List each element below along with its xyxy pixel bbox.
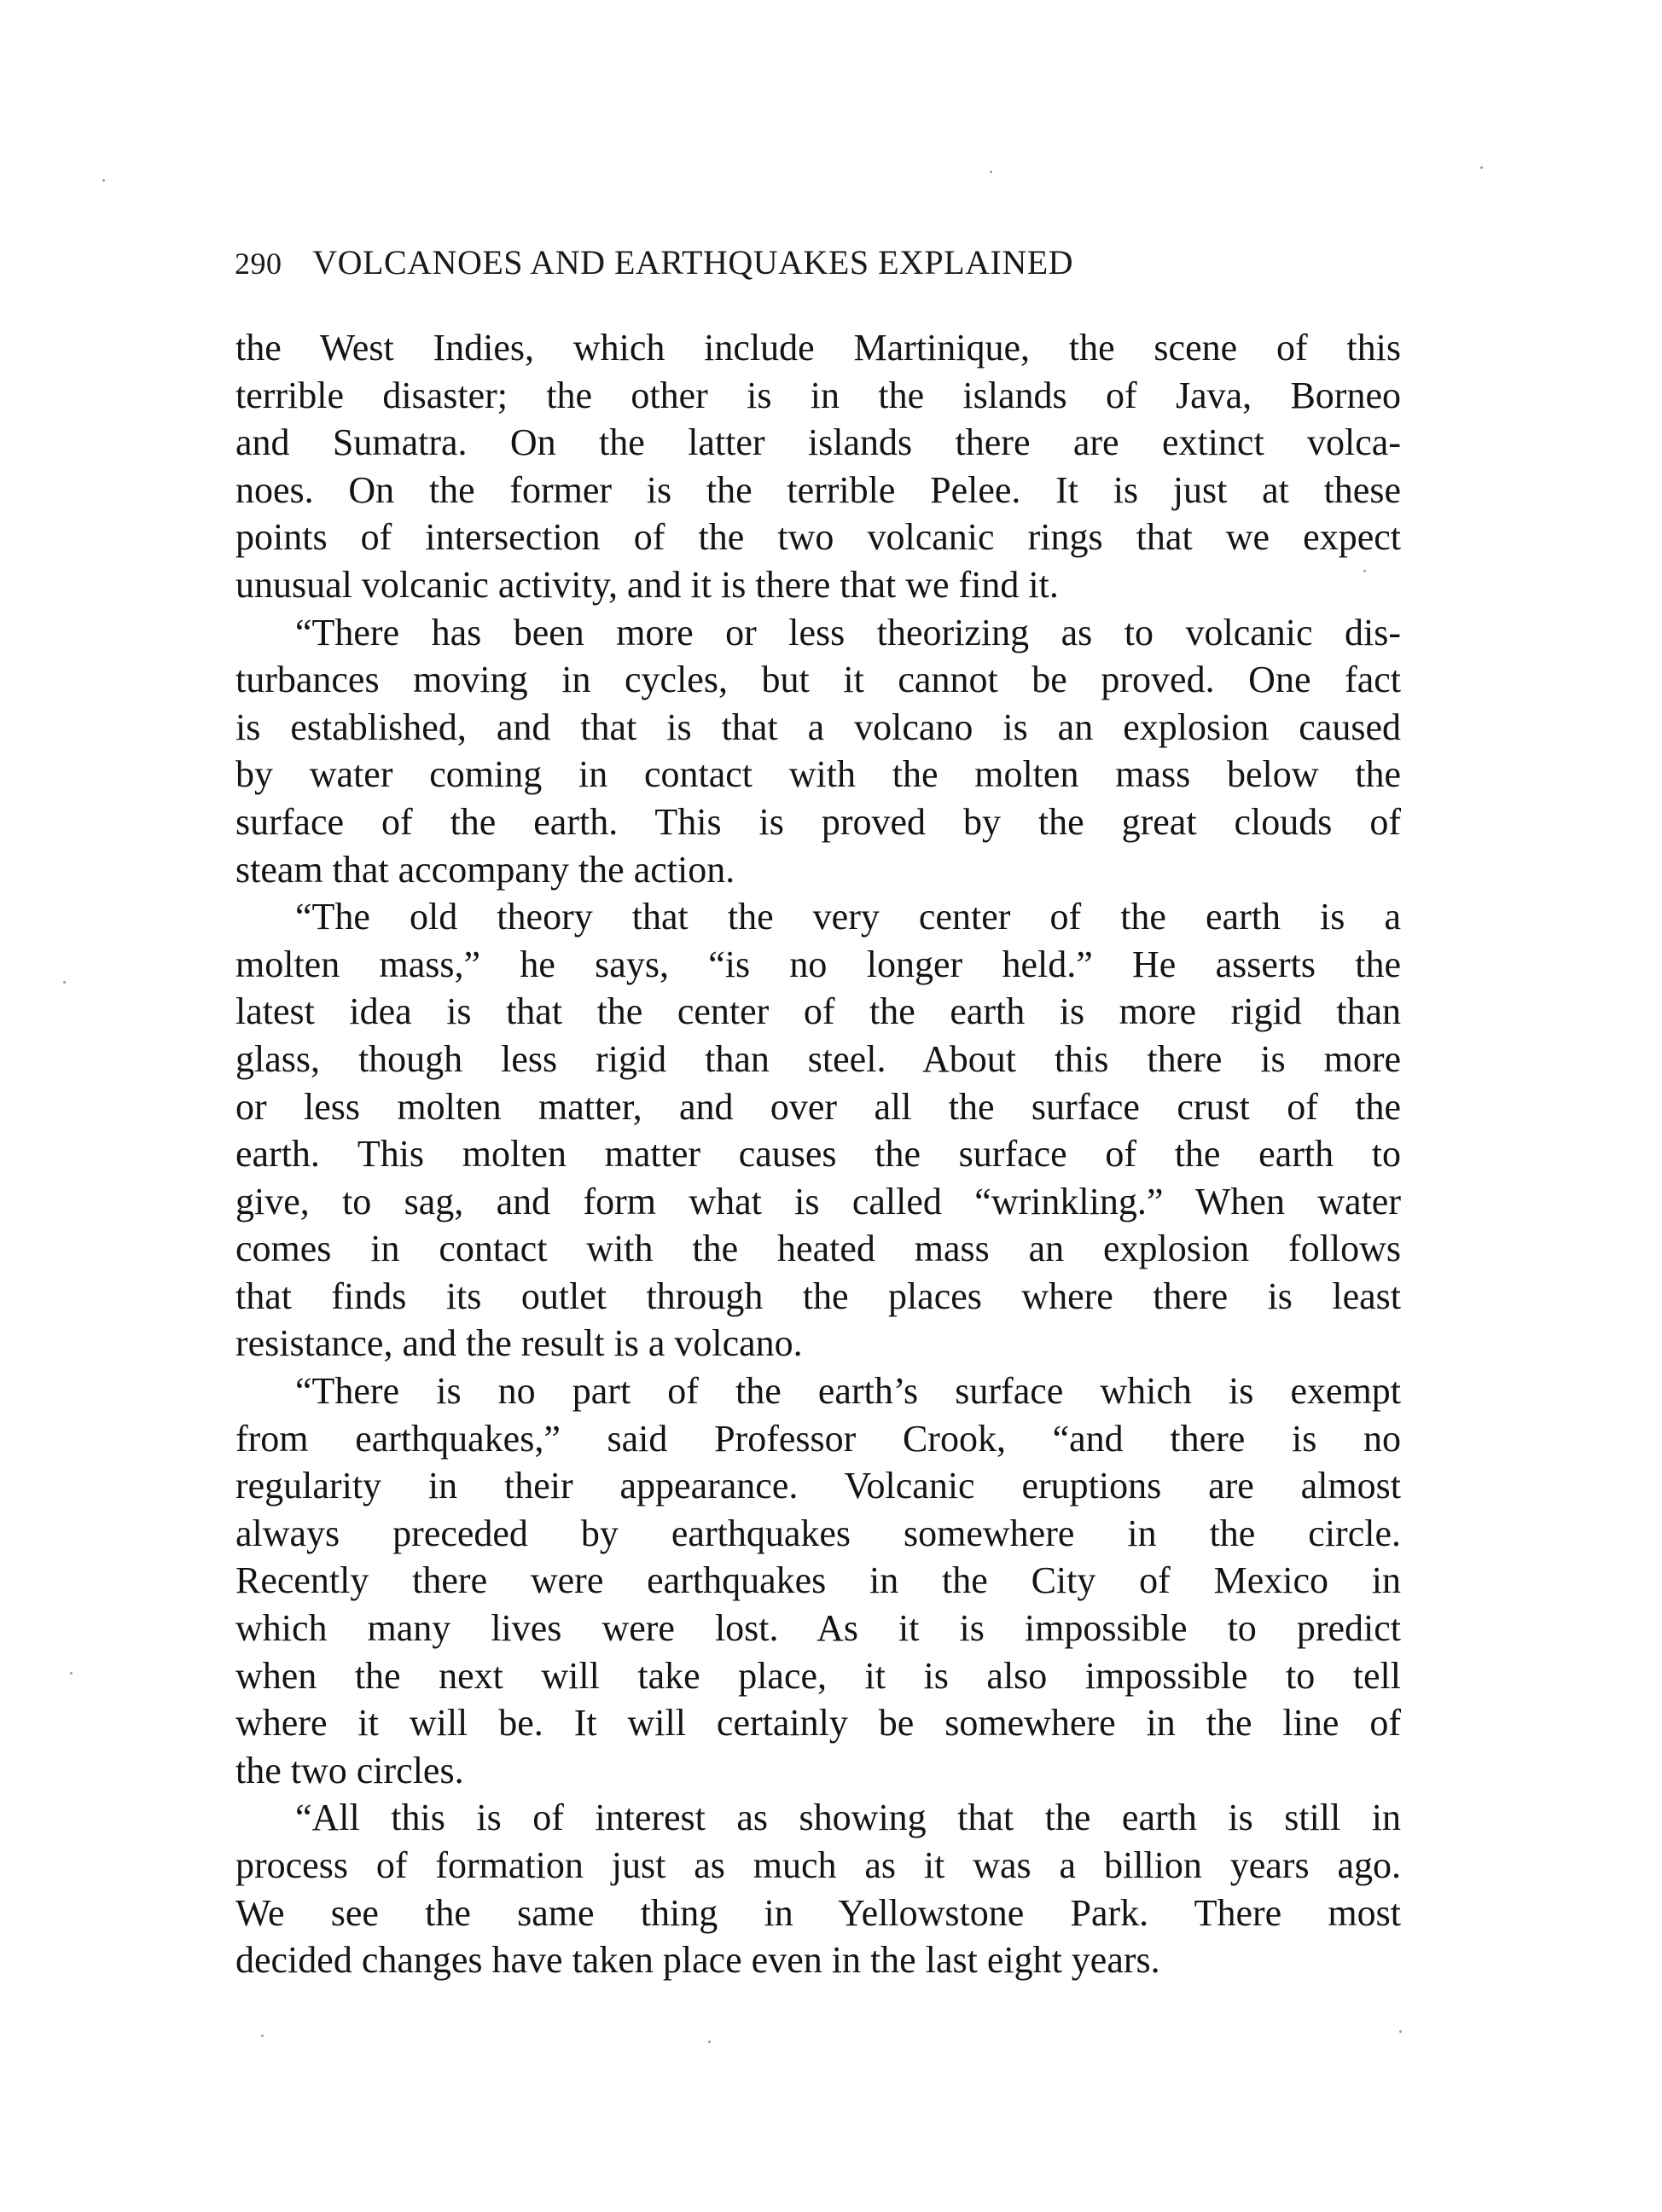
- running-head: [235, 242, 1403, 282]
- text-line: glass, though less rigid than steel. About this there is more: [235, 1037, 1401, 1080]
- page-number: 290: [235, 247, 282, 281]
- text-line: earth. This molten matter causes the surface of the earth to: [235, 1133, 1401, 1176]
- text-line: steam that accompany the action.: [235, 848, 735, 891]
- text-line: is established, and that is that a volcano is an explosion caused: [235, 705, 1401, 748]
- text-line: We see the same thing in Yellowstone Park. There most: [235, 1891, 1401, 1934]
- text-line: which many lives were lost. As it is impossible to predict: [235, 1607, 1401, 1650]
- text-line: noes. On the former is the terrible Pelee. It is just at these: [235, 468, 1401, 511]
- scan-speck: [261, 2035, 264, 2037]
- text-line: decided changes have taken place even in the last eight years.: [235, 1939, 1160, 1982]
- text-line: that finds its outlet through the places where there is least: [235, 1274, 1401, 1317]
- text-line: unusual volcanic activity, and it is there that we find it.: [235, 563, 1059, 606]
- text-line: turbances moving in cycles, but it cannot be proved. One fact: [235, 659, 1401, 701]
- text-line: latest idea is that the center of the earth is more rigid than: [235, 990, 1401, 1033]
- text-line: and Sumatra. On the latter islands there are extinct volca-: [235, 421, 1401, 464]
- text-line: points of intersection of the two volcanic rings that we expect: [235, 516, 1401, 559]
- text-line: molten mass,” he says, “is no longer held.” He asserts the: [235, 943, 1401, 985]
- text-line: when the next will take place, it is also impossible to tell: [235, 1654, 1401, 1697]
- text-line: comes in contact with the heated mass an explosion follows: [235, 1228, 1401, 1270]
- scan-speck: [708, 2041, 711, 2043]
- text-line: where it will be. It will certainly be somewhere in the line of: [235, 1702, 1401, 1745]
- text-line: surface of the earth. This is proved by the great clouds of: [235, 800, 1401, 843]
- text-line: Recently there were earthquakes in the City of Mexico in: [235, 1559, 1401, 1602]
- text-line: “The old theory that the very center of the earth is a: [295, 896, 1401, 938]
- text-line: regularity in their appearance. Volcanic eruptions are almost: [235, 1465, 1401, 1507]
- text-line: terrible disaster; the other is in the islands of Java, Borneo: [235, 374, 1401, 416]
- text-line: the two circles.: [235, 1749, 464, 1791]
- scan-speck: [70, 1672, 73, 1675]
- scan-speck: [102, 179, 105, 182]
- scan-speck: [63, 981, 66, 984]
- text-line: always preceded by earthquakes somewhere in the circle.: [235, 1512, 1401, 1554]
- scan-speck: [1399, 2030, 1402, 2033]
- text-line: “All this is of interest as showing that the earth is still in: [295, 1797, 1401, 1839]
- running-title: VOLCANOES AND EARTHQUAKES EXPLAINED: [312, 243, 1074, 282]
- text-line: resistance, and the result is a volcano.: [235, 1322, 803, 1365]
- scan-speck: [990, 171, 992, 173]
- text-line: “There is no part of the earth’s surface which is exempt: [295, 1370, 1401, 1413]
- text-line: give, to sag, and form what is called “wrinkling.” When water: [235, 1180, 1401, 1222]
- text-line: from earthquakes,” said Professor Crook, “and there is no: [235, 1417, 1401, 1460]
- scan-speck: [1480, 166, 1483, 169]
- text-line: or less molten matter, and over all the surface crust of the: [235, 1085, 1401, 1128]
- body-text: [235, 324, 1401, 1984]
- text-line: the West Indies, which include Martinique, the scene of this: [235, 327, 1401, 369]
- scan-speck: [1363, 570, 1366, 572]
- text-line: “There has been more or less theorizing as to volcanic dis-: [295, 611, 1401, 653]
- text-line: by water coming in contact with the molten mass below the: [235, 753, 1401, 796]
- text-line: process of formation just as much as it was a billion years ago.: [235, 1844, 1401, 1886]
